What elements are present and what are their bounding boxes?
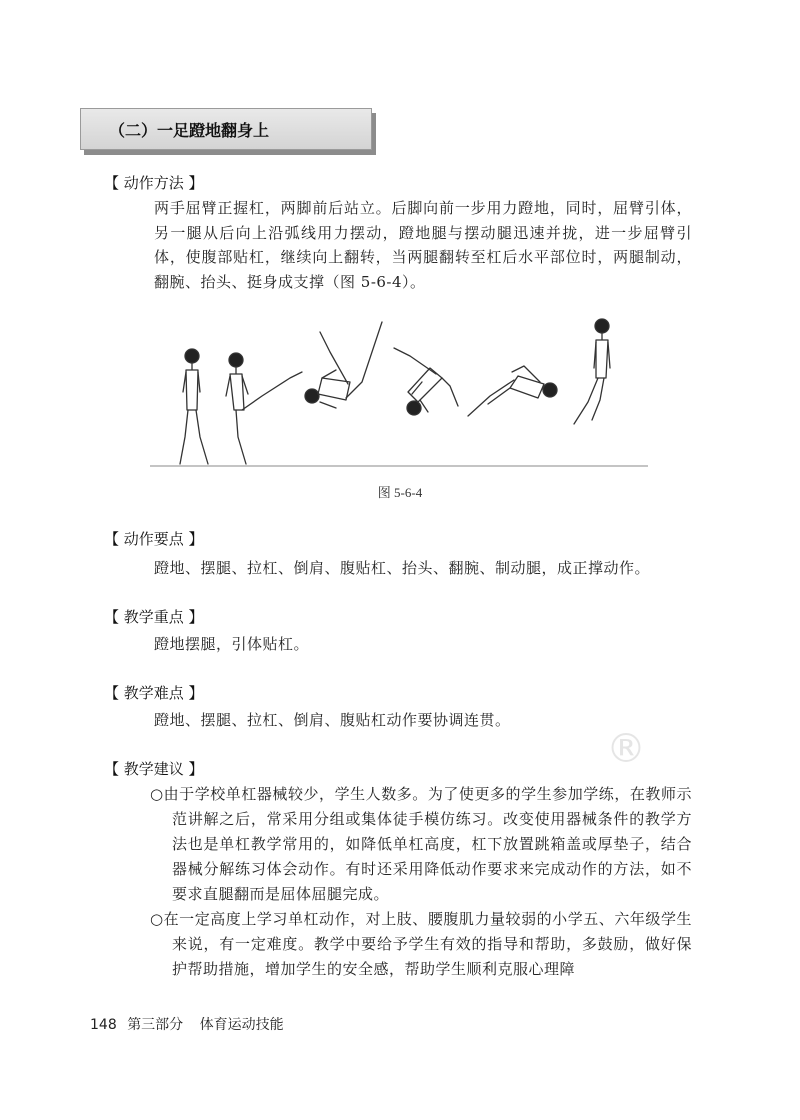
key-points-text: 蹬地、摆腿、拉杠、倒肩、腹贴杠、抬头、翻腕、制动腿，成正撑动作。 [154,559,651,577]
list-item: ○由于学校单杠器械较少，学生人数多。为了使更多的学生参加学练，在教师示范讲解之后，常采用分组或集体徒手模仿练习。改变使用器械条件的教学方法也是单杠教学常用的，如降低单杠高度，杠下放置跳箱盖或厚垫子，结合器械分解练习体会动作。有时还采用降低动作要求来完成动作的方法，如不要求直腿翻而是屈体屈腿完成。 [150,785,692,903]
gymnast-swing-figure [226,353,302,464]
footer-part: 第三部分 [127,1017,184,1033]
teaching-focus-text: 蹬地摆腿，引体贴杠。 [154,635,310,653]
teaching-difficulty-text: 蹬地、摆腿、拉杠、倒肩、腹贴杠动作要协调连贯。 [154,711,511,729]
gymnast-standing-figure [180,349,208,464]
suggestions-list [150,782,692,982]
heading-teaching-difficulty: 【 教学难点 】 [104,684,204,702]
heading-key-points: 【 动作要点 】 [104,530,204,548]
gymnast-overbar-figure [394,348,458,415]
footer-title: 体育运动技能 [199,1017,284,1033]
list-item: ○在一定高度上学习单杠动作，对上肢、腰腹肌力量较弱的小学五、六年级学生来说，有一定难度。教学中要给予学生有效的指导和帮助，多鼓励，做好保护帮助措施，增加学生的安全感，帮助学生顺利克服心理障 [150,910,692,978]
page-footer [90,1014,284,1034]
method-text: 两手屈臂正握杠，两脚前后站立。后脚向前一步用力蹬地，同时，屈臂引体，另一腿从后向上沿弧线用力摆动，蹬地腿与摆动腿迅速并拢，进一步屈臂引体，使腹部贴杠，继续向上翻转，当两腿翻转至杠后水平部位时，两腿制动，翻腕、抬头、挺身成支撑（图 5-6-4）。 [154,199,692,291]
registered-watermark: ® [606,726,646,772]
figure-caption: 图 5-6-4 [377,485,423,500]
heading-method: 【 动作方法 】 [104,174,204,192]
gymnast-rotating-figure [468,366,557,416]
gymnast-inverted-figure [305,322,382,408]
gymnastics-sequence-figure [150,312,650,472]
section-title: （二）一足蹬地翻身上 [109,121,270,140]
page-number: 148 [90,1017,117,1033]
heading-teaching-focus: 【 教学重点 】 [104,608,204,626]
gymnast-support-figure [574,319,610,424]
heading-teaching-suggestions: 【 教学建议 】 [104,760,204,778]
section-title-box [80,108,372,150]
